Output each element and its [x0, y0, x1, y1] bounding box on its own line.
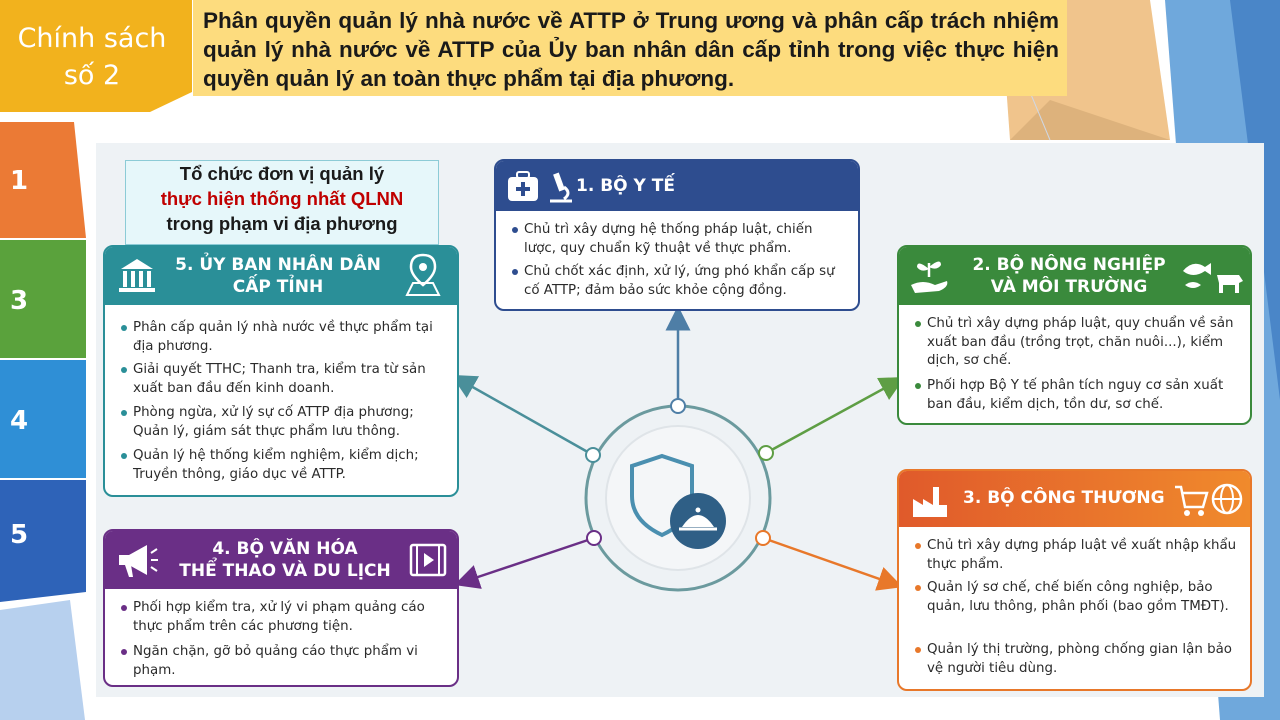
card-culture-header	[105, 531, 457, 589]
side-tab-1[interactable]	[0, 122, 86, 238]
card-agriculture-title-1: 2. BỘ NÔNG NGHIỆP	[972, 255, 1166, 275]
card-trade-header	[899, 471, 1250, 527]
card-ministry-trade	[897, 469, 1252, 691]
card-health-header	[496, 161, 858, 211]
note-line-2: thực hiện thống nhất QLNN	[160, 188, 404, 209]
globe-icon	[1213, 485, 1241, 513]
side-tab-3-label: 3	[10, 286, 29, 316]
header-box	[193, 0, 1067, 96]
policy-tag-line1: Chính sách	[17, 23, 167, 54]
card-agriculture-header	[899, 247, 1250, 305]
policy-tag	[0, 0, 192, 112]
side-tab-4[interactable]	[0, 360, 86, 478]
megaphone-icon	[115, 541, 159, 581]
health-bullet-2: Chủ chốt xác định, xử lý, ứng phó khẩn cấp sự cố ATTP; đảm bảo sức khỏe cộng đồng.	[524, 264, 835, 298]
card-agriculture-title-2: VÀ MÔI TRƯỜNG	[990, 277, 1148, 297]
side-tab-5[interactable]	[0, 480, 86, 602]
trade-bullet-2: Quản lý sơ chế, chế biến công nghiệp, bảo quản, lưu thông, phân phối (bao gồm TMĐT).	[927, 580, 1229, 614]
fish-cow-icon	[1181, 253, 1247, 299]
health-bullet-1: Chủ trì xây dựng hệ thống pháp luật, chiến lược, quy chuẩn kỹ thuật về thực phẩm.	[524, 222, 813, 256]
film-icon	[409, 541, 449, 581]
province-bullet-1: Phân cấp quản lý nhà nước về thực phẩm tại địa phương.	[133, 320, 433, 354]
agriculture-bullet-2: Phối hợp Bộ Y tế phân tích nguy cơ sản xuất ban đầu, kiểm dịch, tồn dư, sơ chế.	[927, 378, 1224, 412]
local-management-note	[125, 160, 439, 245]
trade-bullet-3: Quản lý thị trường, phòng chống gian lận bảo vệ người tiêu dùng.	[927, 642, 1232, 676]
card-province-title-2: CẤP TỈNH	[232, 277, 324, 297]
first-aid-kit-icon	[508, 172, 538, 201]
culture-bullet-1: Phối hợp kiểm tra, xử lý vi phạm quảng cáo thực phẩm trên các phương tiện.	[133, 600, 425, 634]
agriculture-bullet-1: Chủ trì xây dựng pháp luật, quy chuẩn về sản xuất ban đầu (trồng trọt, chăn nuôi...), kiểm dịch, sơ chế.	[927, 316, 1234, 368]
card-trade-title: 3. BỘ CÔNG THƯƠNG	[963, 488, 1165, 508]
province-bullet-4: Quản lý hệ thống kiểm nghiệm, kiểm dịch; Truyền thông, giáo dục về ATTP.	[133, 448, 419, 482]
card-health-title: 1. BỘ Y TẾ	[576, 176, 675, 196]
card-province-title-1: 5. ỦY BAN NHÂN DÂN	[175, 255, 381, 275]
note-line-3: trong phạm vi địa phương	[166, 213, 398, 234]
card-ministry-agriculture	[897, 245, 1252, 425]
factory-icon	[911, 481, 951, 521]
cart-icon	[1175, 487, 1207, 516]
province-bullet-2: Giải quyết TTHC; Thanh tra, kiểm tra từ sản xuất ban đầu đến kinh doanh.	[133, 362, 426, 396]
card-province-header	[105, 247, 457, 305]
card-ministry-culture	[103, 529, 459, 687]
microscope-icon	[550, 173, 572, 201]
card-culture-title-2: THỂ THAO VÀ DU LỊCH	[179, 561, 391, 581]
side-tab-4-label: 4	[10, 406, 29, 436]
side-tab-1-label: 1	[10, 166, 29, 196]
card-culture-title-1: 4. BỘ VĂN HÓA	[212, 539, 358, 559]
culture-bullet-2: Ngăn chặn, gỡ bỏ quảng cáo thực phẩm vi phạm.	[133, 644, 418, 678]
trade-bullet-1: Chủ trì xây dựng pháp luật về xuất nhập khẩu thực phẩm.	[927, 538, 1237, 572]
policy-tag-line2: số 2	[63, 60, 121, 91]
note-line-1: Tổ chức đơn vị quản lý	[179, 163, 385, 184]
side-tab-5-label: 5	[10, 520, 29, 550]
plant-hand-icon	[909, 255, 951, 299]
card-ministry-health	[494, 159, 860, 311]
card-provincial-committee	[103, 245, 459, 497]
government-building-icon	[117, 257, 161, 297]
side-tab-3[interactable]	[0, 240, 86, 358]
header-text: Phân quyền quản lý nhà nước về ATTP ở Trung ương và phân cấp trách nhiệm quản lý nhà nước về ATTP của Ủy ban nhân dân cấp tỉnh trong việc thực hiện quyền quản lý an toàn thực phẩm tại địa phương.	[203, 8, 1059, 91]
province-bullet-3: Phòng ngừa, xử lý sự cố ATTP địa phương; Quản lý, giám sát thực phẩm lưu thông.	[133, 405, 414, 439]
map-pin-icon	[403, 253, 447, 297]
